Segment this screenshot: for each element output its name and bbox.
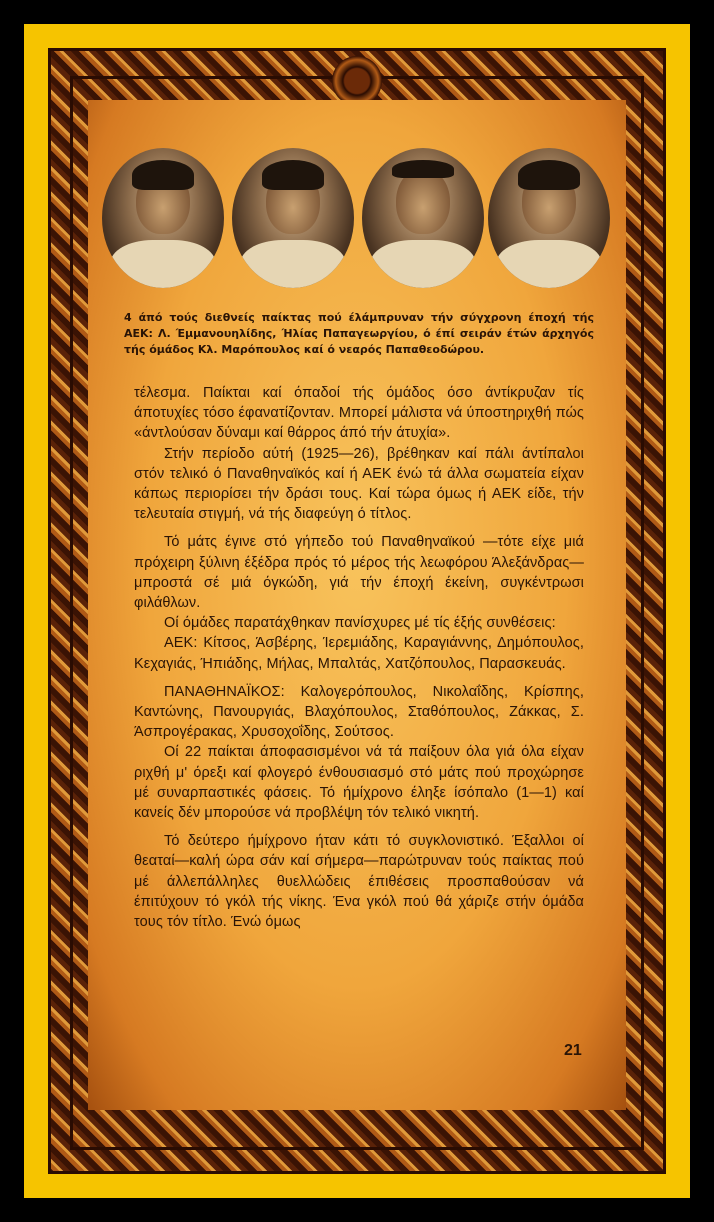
paragraph: Οί όμάδες παρατάχθηκαν πανίσχυρες μέ τίς έξής συνθέσεις: (164, 615, 556, 632)
paragraph: ΑΕΚ: Κίτσος, Άσβέρης, Ίερεμιάδης, Καραγιάννης, Δημόπουλος, Κεχαγιάς, Ήπιάδης, Μήλας, Μπαλτάς, Χατζόπουλος, Παρασκευάς. (134, 635, 584, 672)
portrait-row (102, 148, 612, 294)
paragraph: τέλεσμα. Παίκται καί όπαδοί τής όμάδος όσο άντίκρυζαν τίς άποτυχίες τόσο έφανατίζονταν. Μπορεί μάλιστα νά ύποστηριχθή πώς «άντλούσαν δύναμι καί θάρρος άπό τήν άτυχία». (134, 385, 584, 442)
paragraph: Τό μάτς έγινε στό γήπεδο τού Παναθηναϊκού —τότε είχε μιά πρόχειρη ξύλινη έξέδρα πρός τό μέρος τής λεωφόρου Άλεξάνδρας— μπροστά σέ μιά όγκώδη, γιά τήν έποχή έκείνη, συγκέντρωσι φιλάθλων. (134, 534, 584, 612)
book-page (88, 100, 626, 1110)
page-number: 21 (564, 1042, 582, 1059)
emblem-icon (332, 56, 382, 106)
photo-caption: 4 άπό τούς διεθνείς παίκτας πού έλάμπρυναν τήν σύγχρονη έποχή τής ΑΕΚ: Λ. Έμμανουηλίδης, Ήλίας Παπαγεωργίου, ό έπί σειράν έτών άρχηγός τής όμάδος Κλ. Μαρόπουλος καί ό νεαρός Παπαθεοδώρου. (124, 311, 594, 356)
paragraph: Τό δεύτερο ήμίχρονο ήταν κάτι τό συγκλονιστικό. Έξαλλοι οί θεαταί—καλή ώρα σάν καί σήμερα—παρώτρυναν τούς παίκτας πού μέ άλλεπάλληλες θυελλώδεις έπιθέσεις προσπαθούσαν νά έπιτύχουν τό γκόλ τής νίκης. Ένα γκόλ πού θά χάριζε στήν όμάδα τους τόν τίτλο. Ένώ όμως (134, 833, 584, 931)
player-photo-3 (362, 148, 484, 288)
paragraph: ΠΑΝΑΘΗΝΑΪΚΟΣ: Καλογερόπουλος, Νικολαΐδης, Κρίσπης, Καντώνης, Πανουργιάς, Βλαχόπουλος, Σταθόπουλος, Ζάκκας, Σ. Άσπρογέρακας, Χρυσοχοΐδης, Σούτσος. (134, 683, 584, 741)
article-body (134, 383, 584, 932)
player-photo-2 (232, 148, 354, 288)
paragraph: Οί 22 παίκται άποφασισμένοι νά τά παίξουν όλα γιά όλα είχαν ριχθή μ' όρεξι καί φλογερό ένθουσιασμό στό μάτς πού προχώρησε μέ συναρπαστικές φάσεις. Τό ήμίχρονο έληξε ίσόπαλο (1—1) καί κανείς δέν μπορούσε νά προβλέψη τόν τελικό νικητή. (134, 744, 584, 822)
paragraph: Στήν περίοδο αύτή (1925—26), βρέθηκαν καί πάλι άντίπαλοι στόν τελικό ό Παναθηναϊκός καί ή ΑΕΚ ένώ τά άλλα σωματεία είχαν κάπως περιορίσει τήν δράσι τους. Καί τώρα όμως ή ΑΕΚ είδε, τήν τελευταία στιγμή, νά τής διαφεύγη ό τίτλος. (134, 445, 584, 523)
player-photo-1 (102, 148, 224, 288)
player-photo-4 (488, 148, 610, 288)
